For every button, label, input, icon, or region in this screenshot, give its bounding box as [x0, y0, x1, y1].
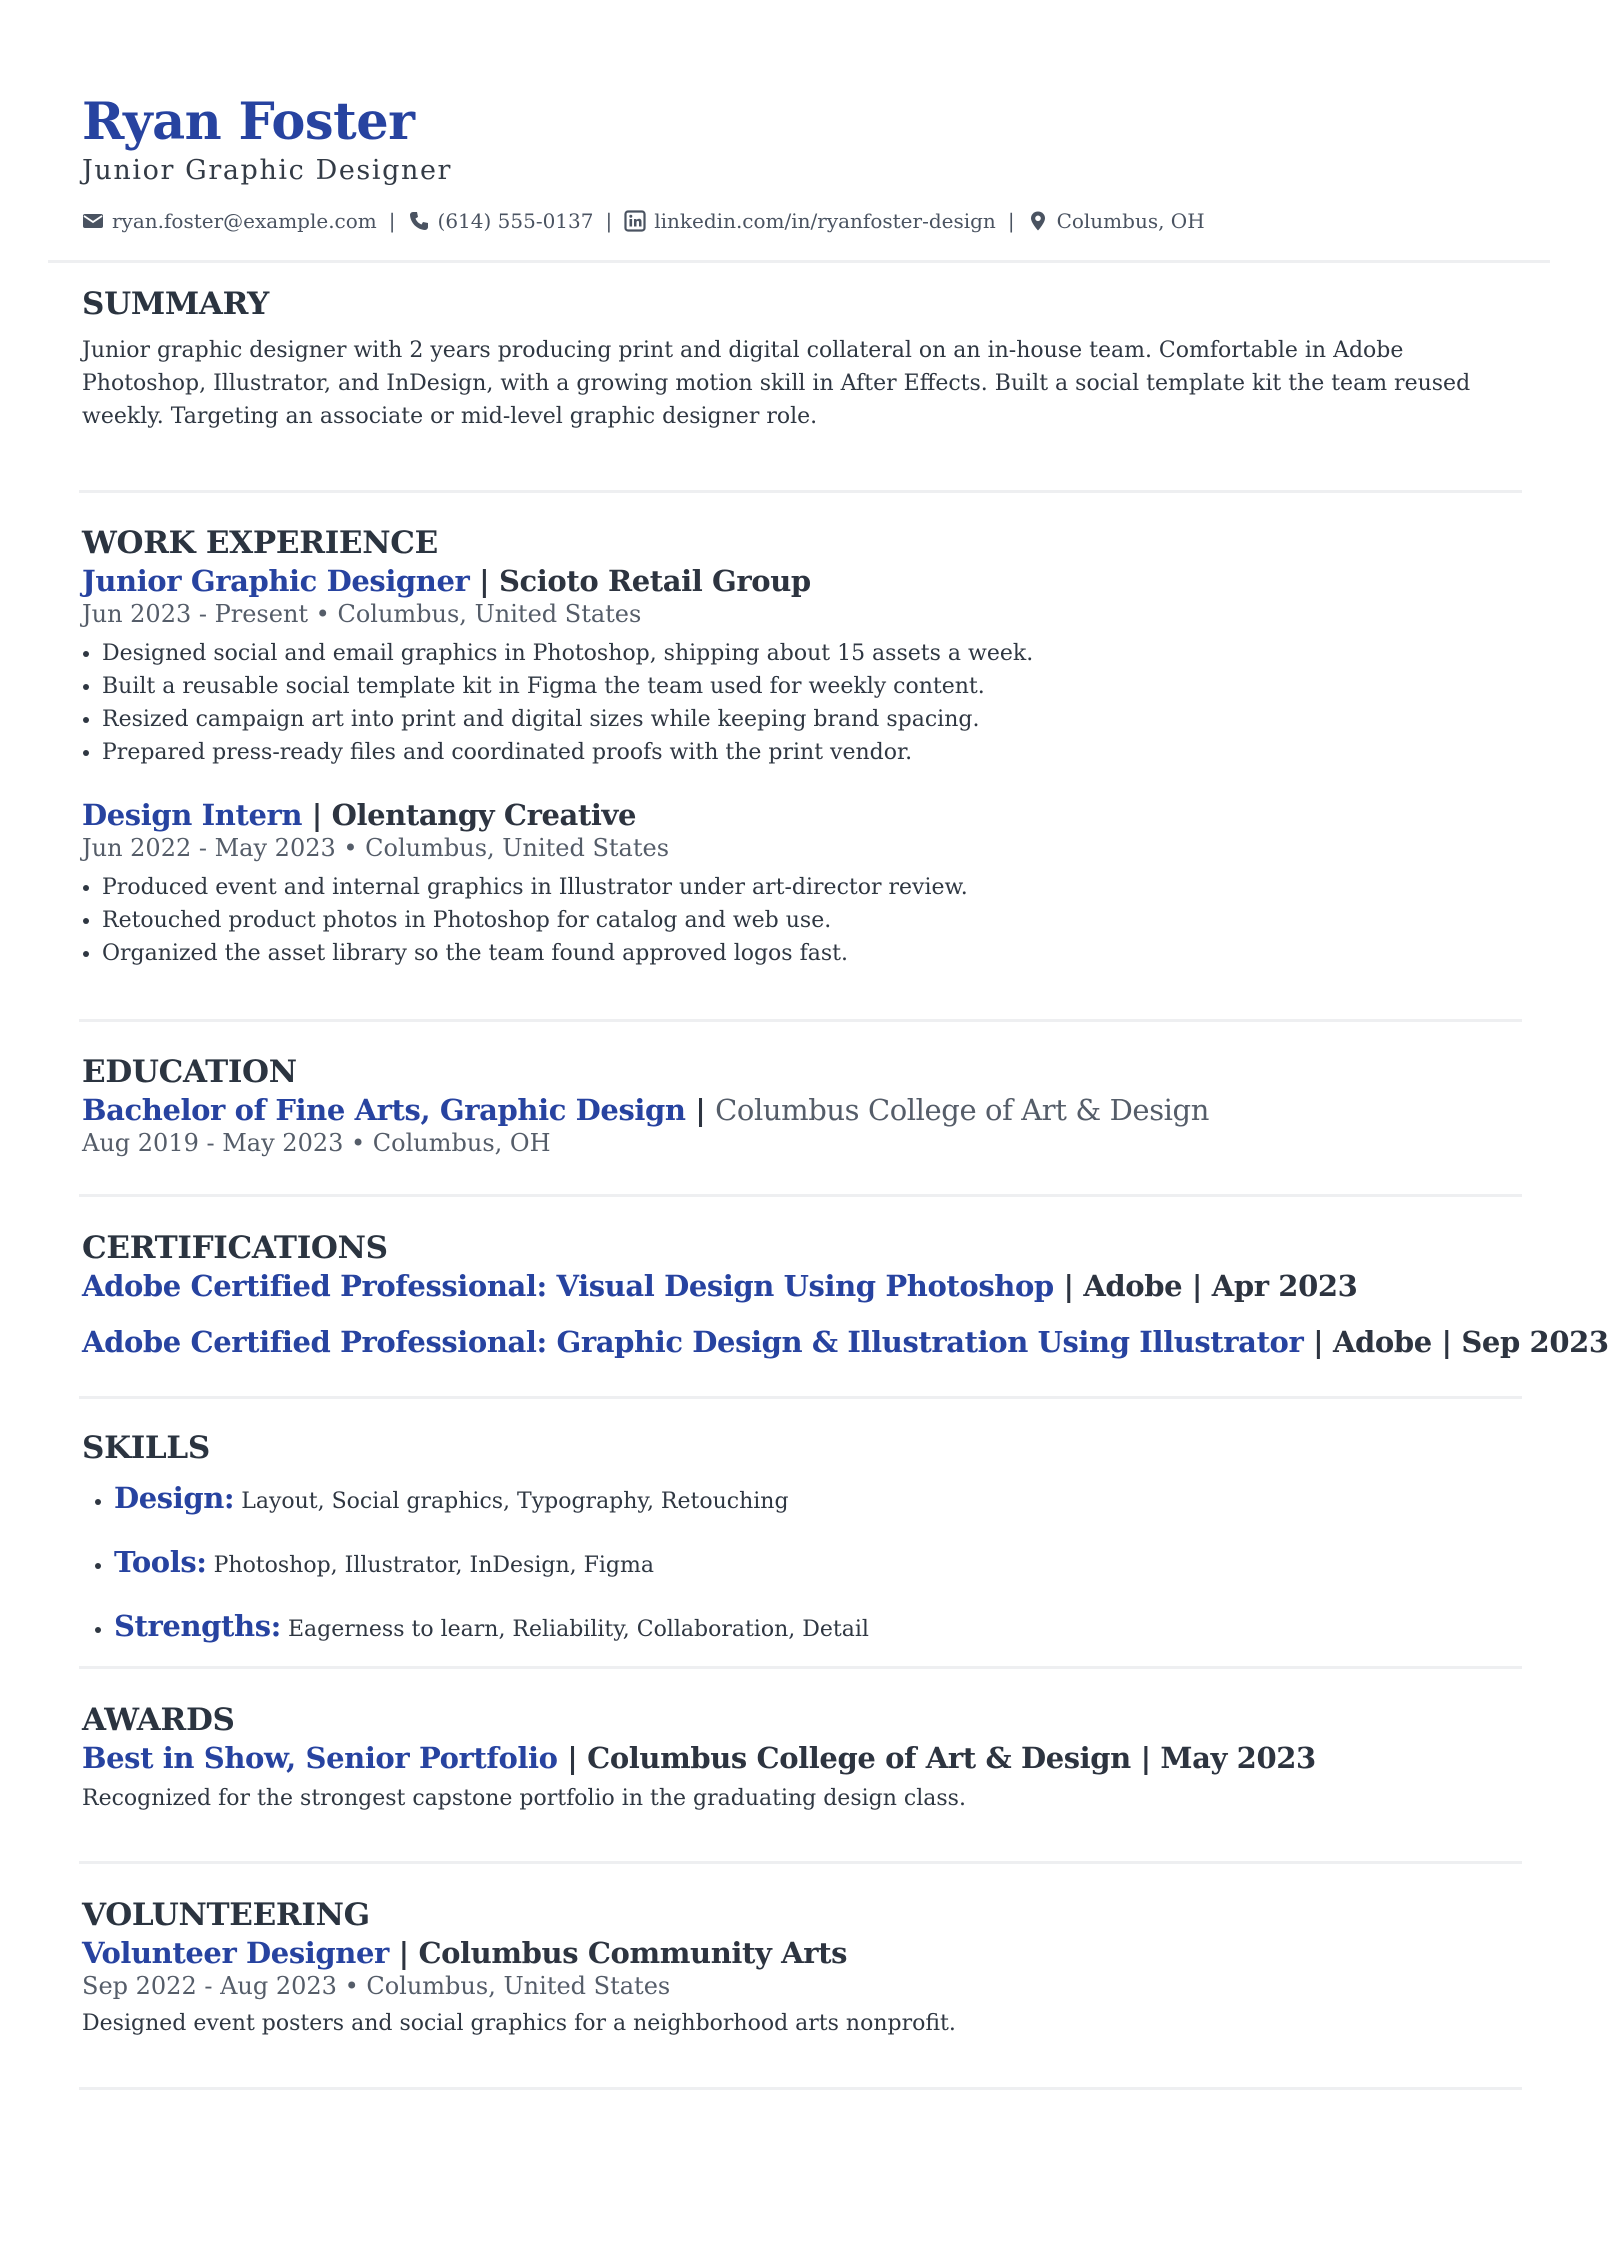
skill-values: Photoshop, Illustrator, InDesign, Figma — [213, 1553, 654, 1578]
job-role: Junior Graphic Designer — [82, 564, 470, 598]
job-meta: Jun 2022 - May 2023 • Columbus, United States — [82, 834, 670, 862]
job-company: Scioto Retail Group — [499, 564, 811, 598]
skill-values: Layout, Social graphics, Typography, Retouching — [241, 1489, 789, 1514]
certification-name: Adobe Certified Professional: Graphic Design & Illustration Using Illustrator — [82, 1325, 1304, 1359]
award-date: May 2023 — [1160, 1741, 1316, 1775]
header-divider — [48, 260, 1550, 263]
skill-category: Strengths: — [114, 1609, 281, 1643]
candidate-name: Ryan Foster — [82, 92, 415, 152]
section-title-awards: AWARDS — [82, 1702, 235, 1738]
section-divider — [79, 1861, 1522, 1864]
job-bullet: • Designed social and email graphics in Photoshop, shipping about 15 assets a week. — [102, 637, 1522, 670]
contact-email[interactable] — [82, 209, 377, 233]
skill-category: Design: — [114, 1481, 235, 1515]
contact-email-text: ryan.foster@example.com — [112, 209, 377, 233]
section-divider — [79, 490, 1522, 493]
candidate-headline: Junior Graphic Designer — [82, 155, 453, 186]
title-separator: | — [398, 1936, 419, 1970]
contact-location — [1027, 209, 1205, 233]
certification-item — [82, 1324, 1609, 1360]
job-bullet: • Resized campaign art into print and digital sizes while keeping brand spacing. — [102, 703, 1522, 736]
certification-issuer: Adobe — [1083, 1269, 1183, 1303]
award-description: Recognized for the strongest capstone portfolio in the graduating design class. — [82, 1786, 966, 1811]
skill-item — [114, 1468, 1522, 1532]
contact-location-text: Columbus, OH — [1056, 209, 1205, 233]
title-separator: | — [1140, 1741, 1161, 1775]
contact-phone-text: (614) 555-0137 — [437, 209, 594, 233]
summary-text: Junior graphic designer with 2 years producing print and digital collateral on an in-house team. Comfortable in Adobe Photoshop, Illustrator, and InDesign, with a growing motion skill in After Effects. Built a social template kit the team reused weekly. Targeting an associate or mid-level graphic designer role. — [82, 338, 1471, 429]
contact-row — [82, 206, 1205, 236]
section-title-skills: SKILLS — [82, 1430, 211, 1466]
skills-section — [82, 1428, 1522, 1660]
title-separator: | — [311, 798, 332, 832]
section-divider — [79, 1194, 1522, 1197]
section-divider — [79, 1019, 1522, 1022]
education-degree: Bachelor of Fine Arts, Graphic Design — [82, 1093, 686, 1127]
award-title-line — [82, 1740, 1522, 1776]
contact-linkedin-text: linkedin.com/in/ryanfoster-design — [654, 209, 996, 233]
job-company: Olentangy Creative — [331, 798, 637, 832]
certification-date: Apr 2023 — [1211, 1269, 1358, 1303]
job-bullets — [82, 871, 1522, 970]
education-meta: Aug 2019 - May 2023 • Columbus, OH — [82, 1129, 551, 1157]
contact-separator: | — [1007, 209, 1015, 233]
skills-list — [82, 1468, 1522, 1660]
section-title-education: EDUCATION — [82, 1054, 297, 1090]
volunteer-description: Designed event posters and social graphics for a neighborhood arts nonprofit. — [82, 2011, 956, 2036]
envelope-icon — [82, 210, 104, 232]
award-name: Best in Show, Senior Portfolio — [82, 1741, 558, 1775]
summary-section — [82, 284, 1522, 433]
job-bullet: • Built a reusable social template kit in Figma the team used for weekly content. — [102, 670, 1522, 703]
phone-icon — [408, 210, 430, 232]
job-meta: Jun 2023 - Present • Columbus, United States — [82, 600, 642, 628]
contact-separator: | — [605, 209, 613, 233]
section-title-experience: WORK EXPERIENCE — [82, 525, 438, 561]
linkedin-icon — [624, 210, 646, 232]
awards-section — [82, 1700, 1522, 1815]
title-separator: | — [1441, 1325, 1462, 1359]
volunteer-title-line — [82, 1935, 1522, 1971]
title-separator: | — [695, 1093, 716, 1127]
section-divider — [79, 1396, 1522, 1399]
contact-linkedin[interactable] — [624, 209, 996, 233]
job-bullet: • Produced event and internal graphics in Illustrator under art-director review. — [102, 871, 1522, 904]
job-bullet: • Prepared press-ready files and coordinated proofs with the print vendor. — [102, 736, 1522, 769]
job-title-line — [82, 797, 1522, 833]
certifications-section — [82, 1228, 1609, 1360]
skill-item — [114, 1532, 1522, 1596]
education-title-line — [82, 1092, 1522, 1128]
volunteer-role: Volunteer Designer — [82, 1936, 389, 1970]
section-title-volunteering: VOLUNTEERING — [82, 1897, 370, 1933]
certification-name: Adobe Certified Professional: Visual Design Using Photoshop — [82, 1269, 1054, 1303]
location-pin-icon — [1027, 210, 1049, 232]
title-separator: | — [1191, 1269, 1212, 1303]
job-bullet: • Organized the asset library so the team found approved logos fast. — [102, 937, 1522, 970]
volunteer-meta: Sep 2022 - Aug 2023 • Columbus, United States — [82, 1972, 671, 2000]
skill-values: Eagerness to learn, Reliability, Collaboration, Detail — [287, 1617, 869, 1642]
job-entry — [82, 563, 1522, 769]
skill-item — [114, 1596, 1522, 1660]
contact-phone[interactable] — [408, 209, 594, 233]
title-separator: | — [1313, 1325, 1333, 1359]
volunteer-org: Columbus Community Arts — [418, 1936, 848, 1970]
award-issuer: Columbus College of Art & Design — [587, 1741, 1131, 1775]
title-separator: | — [567, 1741, 588, 1775]
job-bullets — [82, 637, 1522, 769]
job-title-line — [82, 563, 1522, 599]
volunteering-section — [82, 1895, 1522, 2040]
job-entry — [82, 797, 1522, 970]
section-divider — [79, 2087, 1522, 2090]
section-title-certifications: CERTIFICATIONS — [82, 1230, 388, 1266]
title-separator: | — [479, 564, 499, 598]
skill-category: Tools: — [114, 1545, 207, 1579]
certification-item — [82, 1268, 1522, 1304]
section-title-summary: SUMMARY — [82, 286, 269, 322]
experience-section — [82, 523, 1522, 970]
resume-header — [0, 0, 1588, 262]
certification-date: Sep 2023 — [1461, 1325, 1609, 1359]
job-bullet: • Retouched product photos in Photoshop for catalog and web use. — [102, 904, 1522, 937]
job-role: Design Intern — [82, 798, 303, 832]
contact-separator: | — [388, 209, 396, 233]
certification-issuer: Adobe — [1332, 1325, 1432, 1359]
education-school: Columbus College of Art & Design — [715, 1093, 1209, 1127]
title-separator: | — [1063, 1269, 1084, 1303]
section-divider — [79, 1666, 1522, 1669]
education-section — [82, 1052, 1522, 1158]
